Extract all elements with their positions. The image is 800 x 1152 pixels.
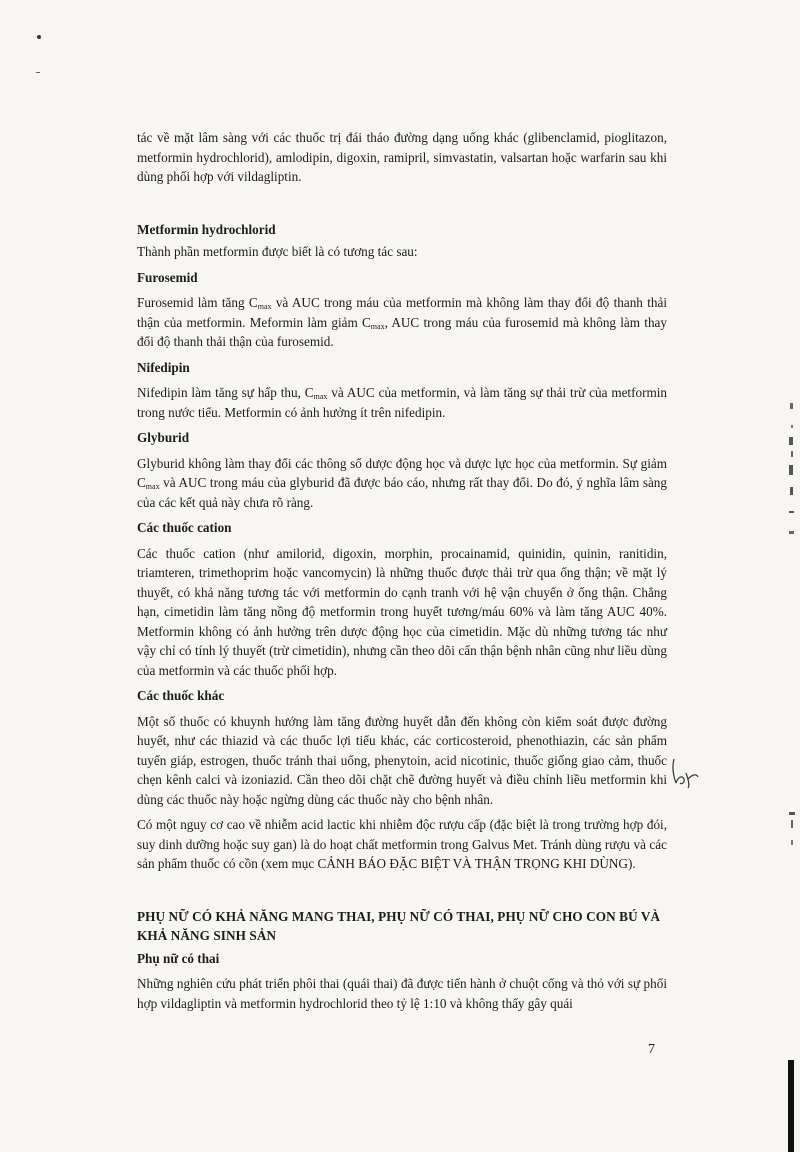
margin-artifacts-lower xyxy=(786,810,800,860)
nifedipin-paragraph: Nifedipin làm tăng sự hấp thu, $C_{max}$ và AUC của metformin, và làm tăng sự thải trừ của metformin trong nước tiểu. Metformin có ảnh hưởng ít trên nifedipin. xyxy=(137,385,667,420)
furosemid-paragraph: Furosemid làm tăng $C_{max}$ và AUC trong máu của metformin mà không làm thay đổi độ thanh thải thận của metformin. Meformin làm giảm $C_{max}$, AUC trong máu của furosemid mà không làm thay đổi độ thanh thải thận của furosemid. xyxy=(137,295,667,349)
heading-metformin: Metformin hydrochlorid xyxy=(137,221,276,237)
heading-cation: Các thuốc cation xyxy=(137,520,232,535)
metformin-intro: Thành phần metformin được biết là có tương tác sau: xyxy=(137,244,418,259)
scan-dot xyxy=(37,35,41,39)
scan-edge-bar xyxy=(788,1060,794,1152)
heading-furosemid: Furosemid xyxy=(137,269,198,285)
heading-other-drugs: Các thuốc khác xyxy=(137,688,225,703)
document-body xyxy=(137,128,667,1013)
pregnancy-paragraph: Những nghiên cứu phát triển phôi thai (quái thai) đã được tiến hành ở chuột cống và thỏ với sự phối hợp vildagliptin và metformin hydrochlorid theo tỷ lệ 1:10 và không thấy gây quái xyxy=(137,976,667,1011)
glyburid-paragraph: Glyburid không làm thay đổi các thông số dược động học và dược lực học của metformin. Sự giảm $C_{max}$ và AUC trong máu của glyburid đã được báo cáo, nhưng rất thay đổi. Do đó, ý nghĩa lâm sàng của các kết quả này chưa rõ ràng. xyxy=(137,455,667,510)
handwritten-initials xyxy=(668,755,702,789)
margin-artifacts xyxy=(786,395,800,545)
heading-glyburid: Glyburid xyxy=(137,430,190,445)
page-number: 7 xyxy=(648,1042,655,1057)
scan-dash xyxy=(36,72,40,73)
intro-paragraph: tác về mặt lâm sàng với các thuốc trị đái tháo đường dạng uống khác (glibenclamid, pioglitazon, metformin hydrochlorid), amlodipin, digoxin, ramipril, simvastatin, valsartan hoặc warfarin sau khi dùng phối hợp với vildagliptin. xyxy=(137,130,667,184)
heading-pregnancy-section: PHỤ NỮ CÓ KHẢ NĂNG MANG THAI, PHỤ NỮ CÓ THAI, PHỤ NỮ CHO CON BÚ VÀ KHẢ NĂNG SINH SẢN xyxy=(137,908,661,943)
heading-nifedipin: Nifedipin xyxy=(137,359,190,375)
heading-pregnant-women: Phụ nữ có thai xyxy=(137,950,220,966)
cation-paragraph: Các thuốc cation (như amilorid, digoxin, morphin, procainamid, quinidin, quinin, ranitidin, triamteren, trimethoprim hoặc vancomycin) là những thuốc được thải trừ qua ống thận; về mặt lý thuyết, có khả năng tương tác với metformin do cạnh tranh với hệ vận chuyển ở ống thận. Chẳng hạn, cimetidin làm tăng nồng độ metformin trong huyết tương/máu 60% và làm tăng AUC 40%. Metformin không có ảnh hưởng trên dược động học của cimetidin. Mặc dù những tương tác như vậy chỉ có tính lý thuyết (trừ cimetidin), nhưng cần theo dõi cẩn thận bệnh nhân cũng như liều dùng của metformin và các thuốc phối hợp. xyxy=(137,545,667,678)
other-drugs-paragraph: Một số thuốc có khuynh hướng làm tăng đường huyết dẫn đến không còn kiểm soát được đường huyết, như các thiazid và các thuốc lợi tiểu khác, các corticosteroid, phenothiazin, các sản phẩm tuyến giáp, estrogen, thuốc tránh thai uống, phenytoin, acid nicotinic, thuốc giống giao cảm, thuốc chẹn kênh calci và izoniazid. Cần theo dõi chặt chẽ đường huyết và điều chỉnh liều metformin khi dùng các thuốc này hoặc ngừng dùng các thuốc này cho bệnh nhân. xyxy=(137,713,667,807)
alcohol-paragraph: Có một nguy cơ cao về nhiễm acid lactic khi nhiễm độc rượu cấp (đặc biệt là trong trường hợp đói, suy dinh dưỡng hoặc suy gan) là do hoạt chất metformin trong Galvus Met. Tránh dùng rượu và các sản phẩm thuốc có cồn (xem mục CẢNH BÁO ĐẶC BIỆT VÀ THẬN TRỌNG KHI DÙNG). xyxy=(137,817,667,871)
